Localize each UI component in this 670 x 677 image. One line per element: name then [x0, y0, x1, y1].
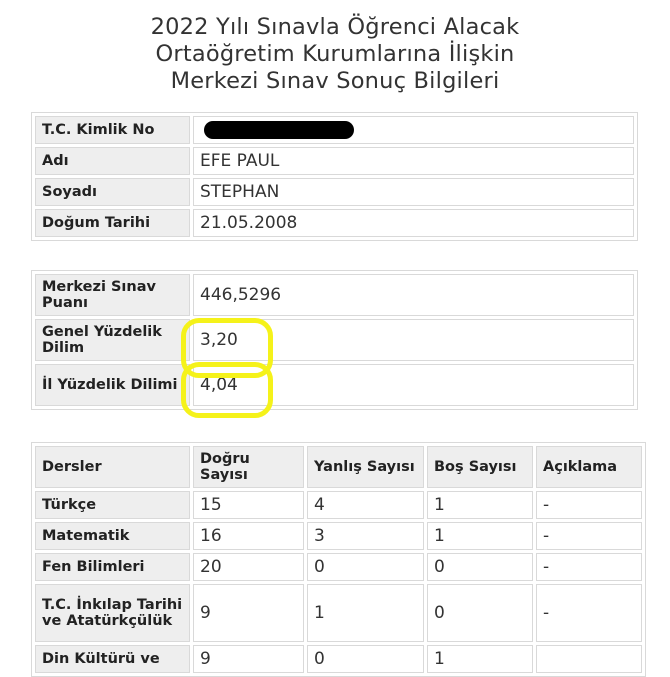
il-yuzdelik-label: İl Yüzdelik Dilimi — [35, 364, 190, 406]
blank-count: 0 — [427, 584, 533, 642]
soyadi-label: Soyadı — [35, 178, 190, 206]
col-dogru: Doğru Sayısı — [193, 446, 304, 488]
note: - — [536, 491, 642, 519]
subject-name: T.C. İnkılap Tarihi ve Atatürkçülük — [35, 584, 190, 642]
wrong-count: 0 — [307, 645, 424, 673]
note: - — [536, 584, 642, 642]
row-tc-kimlik — [35, 116, 634, 144]
blank-count: 0 — [427, 553, 533, 581]
note: - — [536, 522, 642, 550]
sinav-puani-label: Merkezi Sınav Puanı — [35, 274, 190, 316]
blank-count: 1 — [427, 491, 533, 519]
sinav-puani-value: 446,5296 — [193, 274, 634, 316]
subjects-table — [31, 442, 646, 677]
col-dersler: Dersler — [35, 446, 190, 488]
blank-count: 1 — [427, 522, 533, 550]
wrong-count: 3 — [307, 522, 424, 550]
page-title — [0, 14, 670, 95]
correct-count: 20 — [193, 553, 304, 581]
row-dogum-tarihi — [35, 209, 634, 237]
row-adi — [35, 147, 634, 175]
subject-name: Din Kültürü ve — [35, 645, 190, 673]
adi-label: Adı — [35, 147, 190, 175]
row-soyadi — [35, 178, 634, 206]
dogum-tarihi-label: Doğum Tarihi — [35, 209, 190, 237]
subject-name: Türkçe — [35, 491, 190, 519]
row-sinav-puani — [35, 274, 634, 316]
il-yuzdelik-value: 4,04 — [193, 364, 634, 406]
title-line-2: Ortaöğretim Kurumlarına İlişkin — [155, 41, 515, 67]
correct-count: 15 — [193, 491, 304, 519]
subjects-header-row — [35, 446, 642, 488]
correct-count: 16 — [193, 522, 304, 550]
soyadi-value: STEPHAN — [193, 178, 634, 206]
col-bos: Boş Sayısı — [427, 446, 533, 488]
title-line-1: 2022 Yılı Sınavla Öğrenci Alacak — [150, 14, 520, 40]
wrong-count: 4 — [307, 491, 424, 519]
scores-table — [31, 270, 638, 410]
note — [536, 645, 642, 673]
table-row — [35, 522, 642, 550]
redaction-mark — [204, 121, 354, 139]
title-line-3: Merkezi Sınav Sonuç Bilgileri — [170, 68, 500, 94]
correct-count: 9 — [193, 645, 304, 673]
wrong-count: 0 — [307, 553, 424, 581]
correct-count: 9 — [193, 584, 304, 642]
adi-value: EFE PAUL — [193, 147, 634, 175]
tc-kimlik-value — [193, 116, 634, 144]
table-row — [35, 645, 642, 673]
tc-kimlik-label: T.C. Kimlik No — [35, 116, 190, 144]
table-row — [35, 553, 642, 581]
subject-name: Matematik — [35, 522, 190, 550]
subject-name: Fen Bilimleri — [35, 553, 190, 581]
genel-yuzdelik-value: 3,20 — [193, 319, 634, 361]
blank-count: 1 — [427, 645, 533, 673]
col-yanlis: Yanlış Sayısı — [307, 446, 424, 488]
table-row — [35, 491, 642, 519]
row-il-yuzdelik — [35, 364, 634, 406]
note: - — [536, 553, 642, 581]
genel-yuzdelik-label: Genel Yüzdelik Dilim — [35, 319, 190, 361]
personal-info-table — [31, 112, 638, 241]
wrong-count: 1 — [307, 584, 424, 642]
dogum-tarihi-value: 21.05.2008 — [193, 209, 634, 237]
table-row — [35, 584, 642, 642]
row-genel-yuzdelik — [35, 319, 634, 361]
col-aciklama: Açıklama — [536, 446, 642, 488]
